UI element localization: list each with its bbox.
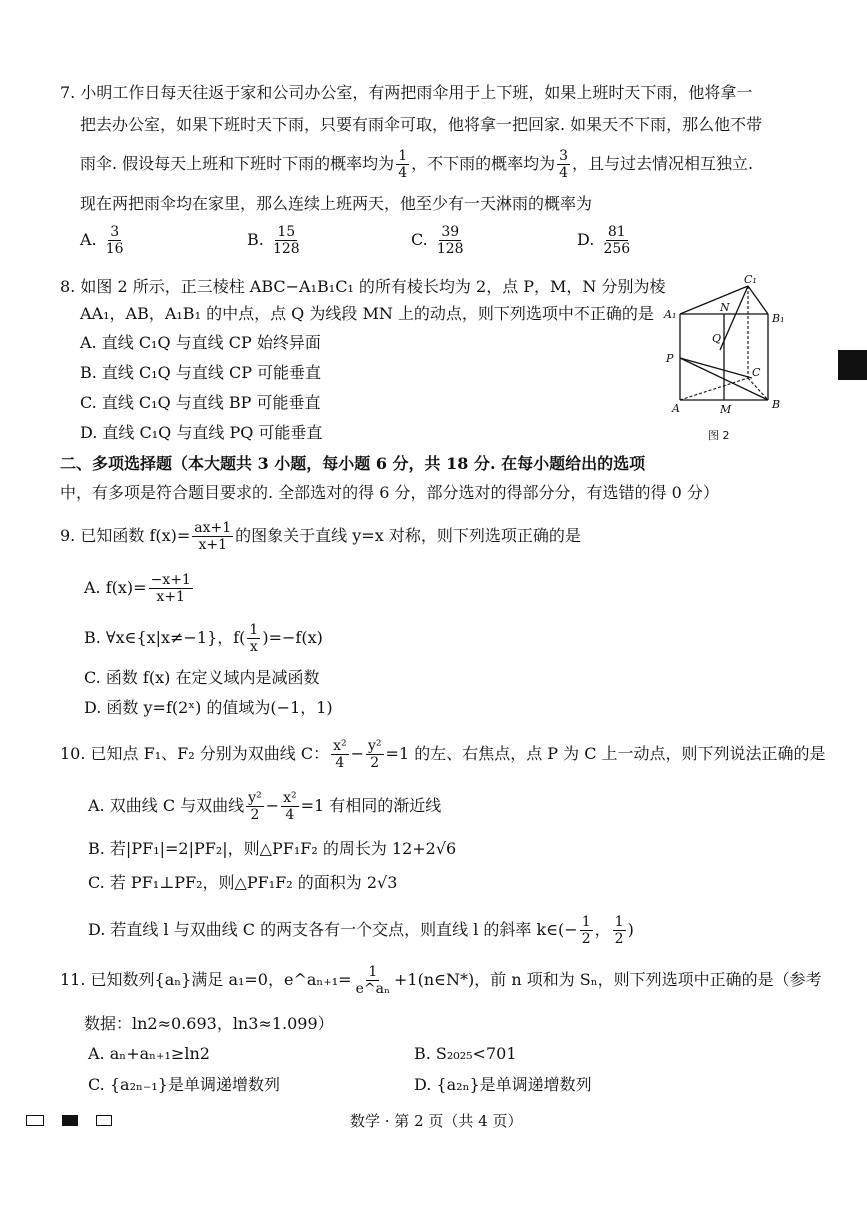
q7-option-a-den: 16: [105, 241, 124, 257]
q11-option-c: C. {a₂ₙ₋₁}是单调递增数列: [88, 1075, 280, 1094]
q7-option-c: [411, 224, 468, 257]
q8-option-b: B. 直线 C₁Q 与直线 CP 可能垂直: [80, 363, 322, 382]
q7-line3: [80, 148, 753, 181]
q10-option-d-f2-num: 1: [614, 914, 624, 930]
prism-figure: [660, 272, 800, 444]
q9-option-b-tail: )=−f(x): [262, 628, 323, 647]
q8-line2: AA₁，AB，A₁B₁ 的中点，点 Q 为线段 MN 上的动点，则下列选项中不正确的是: [80, 304, 654, 323]
q11-option-a: A. aₙ+aₙ₊₁≥ln2: [88, 1044, 210, 1063]
label-a: A: [672, 402, 680, 415]
q10-hyp1-d2: 2: [370, 755, 380, 771]
edge-c1b1: [748, 286, 768, 314]
q7-option-a: [80, 224, 128, 257]
label-c: C: [752, 366, 761, 379]
q7-line4: 现在两把雨伞均在家里，那么连续上班两天，他至少有一天淋雨的概率为: [80, 194, 593, 213]
q7-option-b: [247, 224, 304, 257]
q11-stem-b: +1(n∈N*)，前 n 项和为 Sₙ，则下列选项中正确的是（参考: [394, 970, 822, 989]
q9-stem-frac-den: x+1: [198, 537, 227, 553]
label-c1: C₁: [744, 273, 757, 286]
q7-line3-c: ，且与过去情况相互独立.: [572, 154, 754, 173]
q7-option-b-label: B.: [247, 230, 264, 249]
q10-option-b: B. 若|PF₁|=2|PF₂|，则△PF₁F₂ 的周长为 12+2√6: [88, 839, 457, 858]
q7-option-a-label: A.: [80, 230, 97, 249]
q10-option-a-tail: =1 有相同的渐近线: [300, 796, 442, 815]
label-p: P: [666, 352, 674, 365]
q10-hyp2-n1: y²: [248, 790, 262, 806]
label-b: B: [772, 398, 781, 411]
q9-option-a: [84, 572, 195, 605]
q9-stem: [60, 520, 581, 553]
q10-hyp1-d1: 4: [335, 755, 345, 771]
q9-stem-a: 9. 已知函数 f(x)=: [60, 526, 191, 545]
q9-option-b-num: 1: [249, 622, 259, 638]
q7-option-c-label: C.: [411, 230, 428, 249]
figure-caption: 图 2: [708, 429, 730, 442]
q7-option-d-label: D.: [577, 230, 595, 249]
q10-stem-b: =1 的左、右焦点，点 P 为 C 上一动点，则下列说法正确的是: [385, 744, 826, 763]
q7-line2: 把去办公室，如果下班时天下雨，只要有雨伞可取，他将拿一把回家. 如果天不下雨，那么他不带: [80, 115, 763, 134]
section2-line2: 中，有多项是符合题目要求的. 全部选对的得 6 分，部分选对的得部分分，有选错的得 0 分）: [60, 483, 719, 502]
q10-option-d-f2-den: 2: [614, 931, 624, 947]
page-footer: 数学 · 第 2 页（共 4 页）: [350, 1112, 523, 1130]
q10-stem-a: 10. 已知点 F₁、F₂ 分别为双曲线 C：: [60, 744, 330, 763]
label-n: N: [720, 301, 730, 314]
label-m: M: [720, 403, 732, 416]
q10-hyp1-n2: y²: [368, 738, 382, 754]
q10-option-a-text: A. 双曲线 C 与双曲线: [88, 796, 245, 815]
q11-line2: 数据：ln2≈0.693，ln3≈1.099）: [84, 1014, 334, 1033]
q7-option-b-den: 128: [272, 241, 300, 257]
q11-option-d: D. {a₂ₙ}是单调递增数列: [414, 1075, 592, 1094]
q9-option-b-den: x: [249, 639, 258, 655]
q8-option-a: A. 直线 C₁Q 与直线 CP 始终异面: [80, 333, 321, 352]
q10-option-d-tail: ): [627, 920, 634, 939]
q7-frac1-num: 1: [398, 148, 408, 164]
q10-option-c: C. 若 PF₁⊥PF₂，则△PF₁F₂ 的面积为 2√3: [88, 873, 398, 892]
q7-line3-b: ，不下雨的概率均为: [411, 154, 556, 173]
q7-line3-a: 雨伞. 假设每天上班和下班时下雨的概率均为: [80, 154, 395, 173]
q11-stem-frac-num: 1: [368, 964, 378, 980]
q8-option-d: D. 直线 C₁Q 与直线 PQ 可能垂直: [80, 423, 323, 442]
q7-option-d-den: 256: [603, 241, 631, 257]
footer-box-filled: [62, 1115, 78, 1126]
q10-hyp1-n1: x²: [333, 738, 347, 754]
q11-stem: [60, 964, 822, 997]
q7-line1: 7. 小明工作日每天往返于家和公司办公室，有两把雨伞用于上下班，如果上班时天下雨，他将拿一: [60, 83, 753, 102]
q9-stem-b: 的图象关于直线 y=x 对称，则下列选项正确的是: [235, 526, 581, 545]
q10-hyp2-d1: 2: [250, 807, 260, 823]
q9-option-b: [84, 622, 323, 655]
q11-stem-a: 11. 已知数列{aₙ}满足 a₁=0，e^aₙ₊₁=: [60, 970, 352, 989]
q10-hyp2-n2: x²: [283, 790, 297, 806]
q9-option-a-text: A. f(x)=: [84, 578, 147, 597]
q8-line1: 8. 如图 2 所示，正三棱柱 ABC−A₁B₁C₁ 的所有棱长均为 2，点 P，M，N 分别为棱: [60, 277, 666, 296]
q9-option-a-den: x+1: [156, 589, 185, 605]
footer-box-empty-2: [96, 1115, 112, 1126]
edge-cb-hidden: [748, 378, 768, 400]
q10-stem: 10. 已知点 F₁、F₂ 分别为双曲线 C： $\frac{\text{x²}}{4}$ − $\frac{\text{y²}}{2}$ =1 的左、右焦点，点 P 为 C 上一动点，则下列说法正确的是: [60, 738, 826, 771]
q9-option-d: D. 函数 y=f(2ˣ) 的值域为(−1，1): [84, 698, 333, 717]
q9-option-b-text: B. ∀x∈{x|x≠−1}，f(: [84, 628, 246, 647]
q11-stem-frac-den: e^aₙ: [355, 981, 391, 997]
q7-option-d-num: 81: [607, 224, 626, 240]
q10-option-d-mid: ，: [594, 920, 611, 939]
q10-option-d-f1-num: 1: [581, 914, 591, 930]
q9-option-c: C. 函数 f(x) 在定义域内是减函数: [84, 668, 320, 687]
q7-option-a-num: 3: [110, 224, 120, 240]
q10-option-d-f1-den: 2: [581, 931, 591, 947]
q7-option-b-num: 15: [277, 224, 296, 240]
q10-option-a: A. 双曲线 C 与双曲线 $\frac{\text{y²}}{2}$ − $\frac{\text{x²}}{4}$ =1 有相同的渐近线: [88, 790, 442, 823]
q10-option-d-text: D. 若直线 l 与双曲线 C 的两支各有一个交点，则直线 l 的斜率 k∈(−: [88, 920, 578, 939]
q10-hyp2-d2: 4: [285, 807, 295, 823]
section2-line1: 二、多项选择题（本大题共 3 小题，每小题 6 分，共 18 分. 在每小题给出的选项: [60, 454, 646, 473]
q7-frac1-den: 4: [398, 165, 408, 181]
label-a1: A₁: [664, 308, 677, 321]
q9-option-a-num: −x+1: [150, 572, 191, 588]
side-tab-marker: [838, 350, 867, 380]
q7-option-c-num: 39: [441, 224, 460, 240]
q8-option-c: C. 直线 C₁Q 与直线 BP 可能垂直: [80, 393, 321, 412]
footer-box-empty-1: [26, 1115, 44, 1126]
q11-option-b: B. S₂₀₂₅<701: [414, 1044, 517, 1063]
q9-stem-frac-num: ax+1: [194, 520, 232, 536]
q7-option-c-den: 128: [436, 241, 464, 257]
label-q: Q: [712, 332, 722, 345]
edge-ac-hidden: [680, 378, 748, 400]
q7-option-d: [577, 224, 634, 257]
q7-frac2-den: 4: [559, 165, 569, 181]
q7-frac2: [557, 148, 570, 181]
q10-option-d: [88, 914, 634, 947]
q7-frac2-num: 3: [559, 148, 569, 164]
label-b1: B₁: [772, 312, 785, 325]
q7-frac1: [396, 148, 409, 181]
